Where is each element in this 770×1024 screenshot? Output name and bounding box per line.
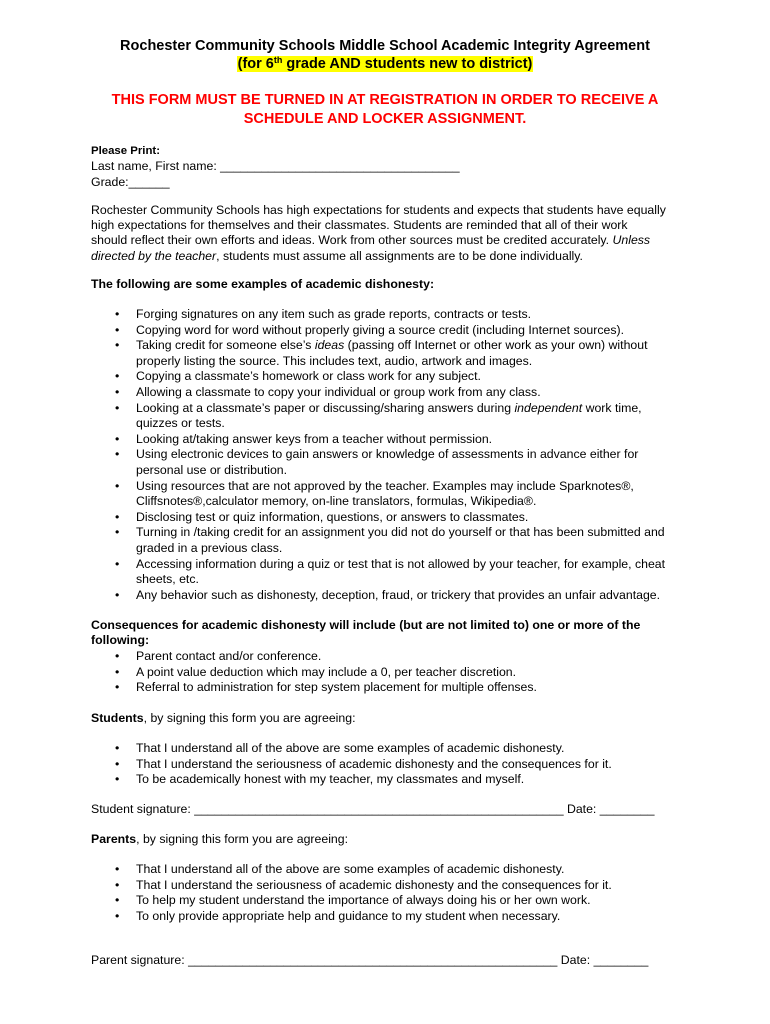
registration-warning-line2: SCHEDULE AND LOCKER ASSIGNMENT. [243, 111, 527, 127]
list-item-continuation [91, 463, 665, 479]
bullet-icon: • [115, 741, 120, 755]
list-item [91, 893, 612, 909]
list-item [91, 862, 612, 878]
bullet-icon: • [115, 649, 120, 663]
item-text: To only provide appropriate help and guidance to my student when necessary. [136, 908, 561, 923]
item-text: That I understand all of the above are some examples of academic dishonesty. [136, 741, 565, 755]
item-text: That I understand all of the above are some examples of academic dishonesty. [136, 862, 565, 876]
item-text: personal use or distribution. [136, 462, 288, 477]
item-text: Allowing a classmate to copy your individual or group work from any class. [136, 384, 541, 399]
intro-text: should reflect their own efforts and ideas. Work from other sources must be credited accurately. [91, 233, 610, 248]
bullet-icon: • [115, 908, 120, 923]
item-text: Accessing information during a quiz or test that is not allowed by your teacher, for example, cheat [136, 556, 666, 571]
item-text: That I understand the seriousness of academic dishonesty and the consequences for it. [136, 756, 612, 771]
parents-list [91, 862, 612, 924]
intro-line: Rochester Community Schools has high expectations for students and expects that students have equally [91, 203, 666, 217]
item-text: Copying word for word without properly giving a source credit (including Internet sources). [136, 322, 625, 337]
parents-intro [91, 832, 348, 847]
students-lead: Students [91, 711, 144, 725]
bullet-icon: • [115, 893, 120, 908]
item-text: Forging signatures on any item such as grade reports, contracts or tests. [136, 307, 532, 321]
list-item [91, 369, 665, 385]
bullet-icon: • [115, 509, 120, 524]
item-text: Copying a classmate’s homework or class work for any subject. [136, 369, 481, 384]
bullet-icon: • [115, 525, 120, 540]
bullet-icon: • [115, 664, 120, 679]
item-text: Using resources that are not approved by the teacher. Examples may include Sparknotes®, [136, 478, 634, 493]
bullet-icon: • [115, 587, 120, 602]
intro-italic: Unless [609, 233, 651, 248]
list-item [91, 307, 665, 323]
form-title: Rochester Community Schools Middle School Academic Integrity Agreement [120, 38, 650, 54]
list-item [91, 557, 665, 573]
list-item [91, 878, 612, 894]
subtitle-highlight [237, 56, 534, 72]
students-intro [91, 711, 356, 726]
list-item-continuation [91, 541, 665, 557]
list-item [91, 338, 665, 354]
intro-line: high expectations for themselves and their classmates. Students are reminded that all of their work [91, 218, 628, 233]
list-item [91, 479, 665, 495]
bullet-icon: • [115, 877, 120, 892]
registration-warning-line1: THIS FORM MUST BE TURNED IN AT REGISTRATION IN ORDER TO RECEIVE A [111, 92, 659, 108]
consequences-heading-line2: following: [91, 633, 150, 647]
list-item [91, 525, 665, 541]
intro-paragraph [91, 203, 691, 264]
list-item [91, 665, 537, 681]
list-item-continuation [91, 572, 665, 588]
list-item [91, 401, 665, 417]
list-item [91, 510, 665, 526]
item-text: Looking at/taking answer keys from a teacher without permission. [136, 431, 493, 446]
item-text: graded in a previous class. [136, 540, 283, 555]
list-item [91, 757, 612, 773]
item-text: Using electronic devices to gain answers or knowledge of assessments in advance either for [136, 447, 639, 462]
list-item [91, 588, 665, 604]
consequences-heading-line1: Consequences for academic dishonesty will include (but are not limited to) one or more of the [91, 618, 641, 632]
item-text: Cliffsnotes®,calculator memory, on-line translators, formulas, Wikipedia®. [136, 494, 537, 509]
list-item-continuation [91, 416, 665, 432]
examples-heading: The following are some examples of academic dishonesty: [91, 277, 435, 291]
bullet-icon: • [115, 862, 120, 876]
bullet-icon: • [115, 384, 120, 399]
list-item [91, 680, 537, 696]
bullet-icon: • [115, 772, 120, 787]
bullet-icon: • [115, 756, 120, 771]
list-item-continuation [91, 494, 665, 510]
item-text: work time, [582, 400, 642, 415]
item-text: To help my student understand the importance of always doing his or her own work. [136, 893, 591, 908]
item-text: quizzes or tests. [136, 416, 225, 431]
bullet-icon: • [115, 556, 120, 571]
item-text: Disclosing test or quiz information, questions, or answers to classmates. [136, 509, 529, 524]
grade-field[interactable]: Grade:______ [91, 175, 170, 189]
item-text: properly listing the source. This includes text, audio, artwork and images. [136, 353, 533, 368]
item-text: That I understand the seriousness of academic dishonesty and the consequences for it. [136, 877, 612, 892]
student-signature-line[interactable]: Student signature: ______________________________________________________ Date: ________ [91, 802, 655, 816]
intro-text: , students must assume all assignments are to be done individually. [216, 248, 583, 263]
bullet-icon: • [115, 431, 120, 446]
parents-lead: Parents [91, 832, 137, 846]
bullet-icon: • [115, 338, 120, 353]
item-text: Looking at a classmate’s paper or discussing/sharing answers during [136, 400, 515, 415]
item-italic: independent [514, 400, 583, 415]
list-item [91, 432, 665, 448]
item-text: Turning in /taking credit for an assignment you did not do yourself or that has been submitted and [136, 525, 665, 540]
parents-intro-text: , by signing this form you are agreeing: [136, 832, 349, 846]
list-item [91, 447, 665, 463]
bullet-icon: • [115, 400, 120, 415]
list-item [91, 385, 665, 401]
list-item [91, 772, 612, 788]
bullet-icon: • [115, 322, 120, 337]
parent-signature-line[interactable]: Parent signature: ______________________________________________________ Date: ________ [91, 953, 649, 967]
name-field[interactable]: Last name, First name: ___________________________________ [91, 159, 460, 173]
item-text: A point value deduction which may include a 0, per teacher discretion. [136, 664, 517, 679]
examples-list [91, 307, 665, 603]
subtitle-post: grade AND students new to district) [282, 56, 533, 72]
list-item [91, 909, 612, 925]
students-list [91, 741, 612, 788]
consequences-list [91, 649, 537, 696]
bullet-icon: • [115, 307, 120, 321]
please-print-label: Please Print: [91, 145, 161, 157]
intro-italic: directed by the teacher [91, 248, 217, 263]
list-item [91, 741, 612, 757]
item-text: Taking credit for someone else’s [136, 338, 315, 353]
list-item [91, 649, 537, 665]
intro-line [91, 249, 691, 264]
bullet-icon: • [115, 369, 120, 384]
bullet-icon: • [115, 447, 120, 462]
form-subtitle [0, 56, 770, 73]
subtitle-sup: th [273, 55, 283, 65]
item-text: (passing off Internet or other work as your own) without [344, 338, 648, 353]
item-text: Any behavior such as dishonesty, deception, fraud, or trickery that provides an unfair advantage. [136, 587, 661, 602]
intro-line [91, 233, 691, 248]
item-text: To be academically honest with my teacher, my classmates and myself. [136, 772, 525, 787]
item-text: sheets, etc. [136, 572, 199, 587]
students-intro-text: , by signing this form you are agreeing: [143, 711, 356, 725]
bullet-icon: • [115, 680, 120, 695]
list-item-continuation [91, 354, 665, 370]
bullet-icon: • [115, 478, 120, 493]
subtitle-pre: (for 6 [237, 56, 274, 72]
list-item [91, 323, 665, 339]
item-text: Referral to administration for step system placement for multiple offenses. [136, 680, 537, 695]
item-italic: ideas [314, 338, 345, 353]
item-text: Parent contact and/or conference. [136, 649, 322, 663]
